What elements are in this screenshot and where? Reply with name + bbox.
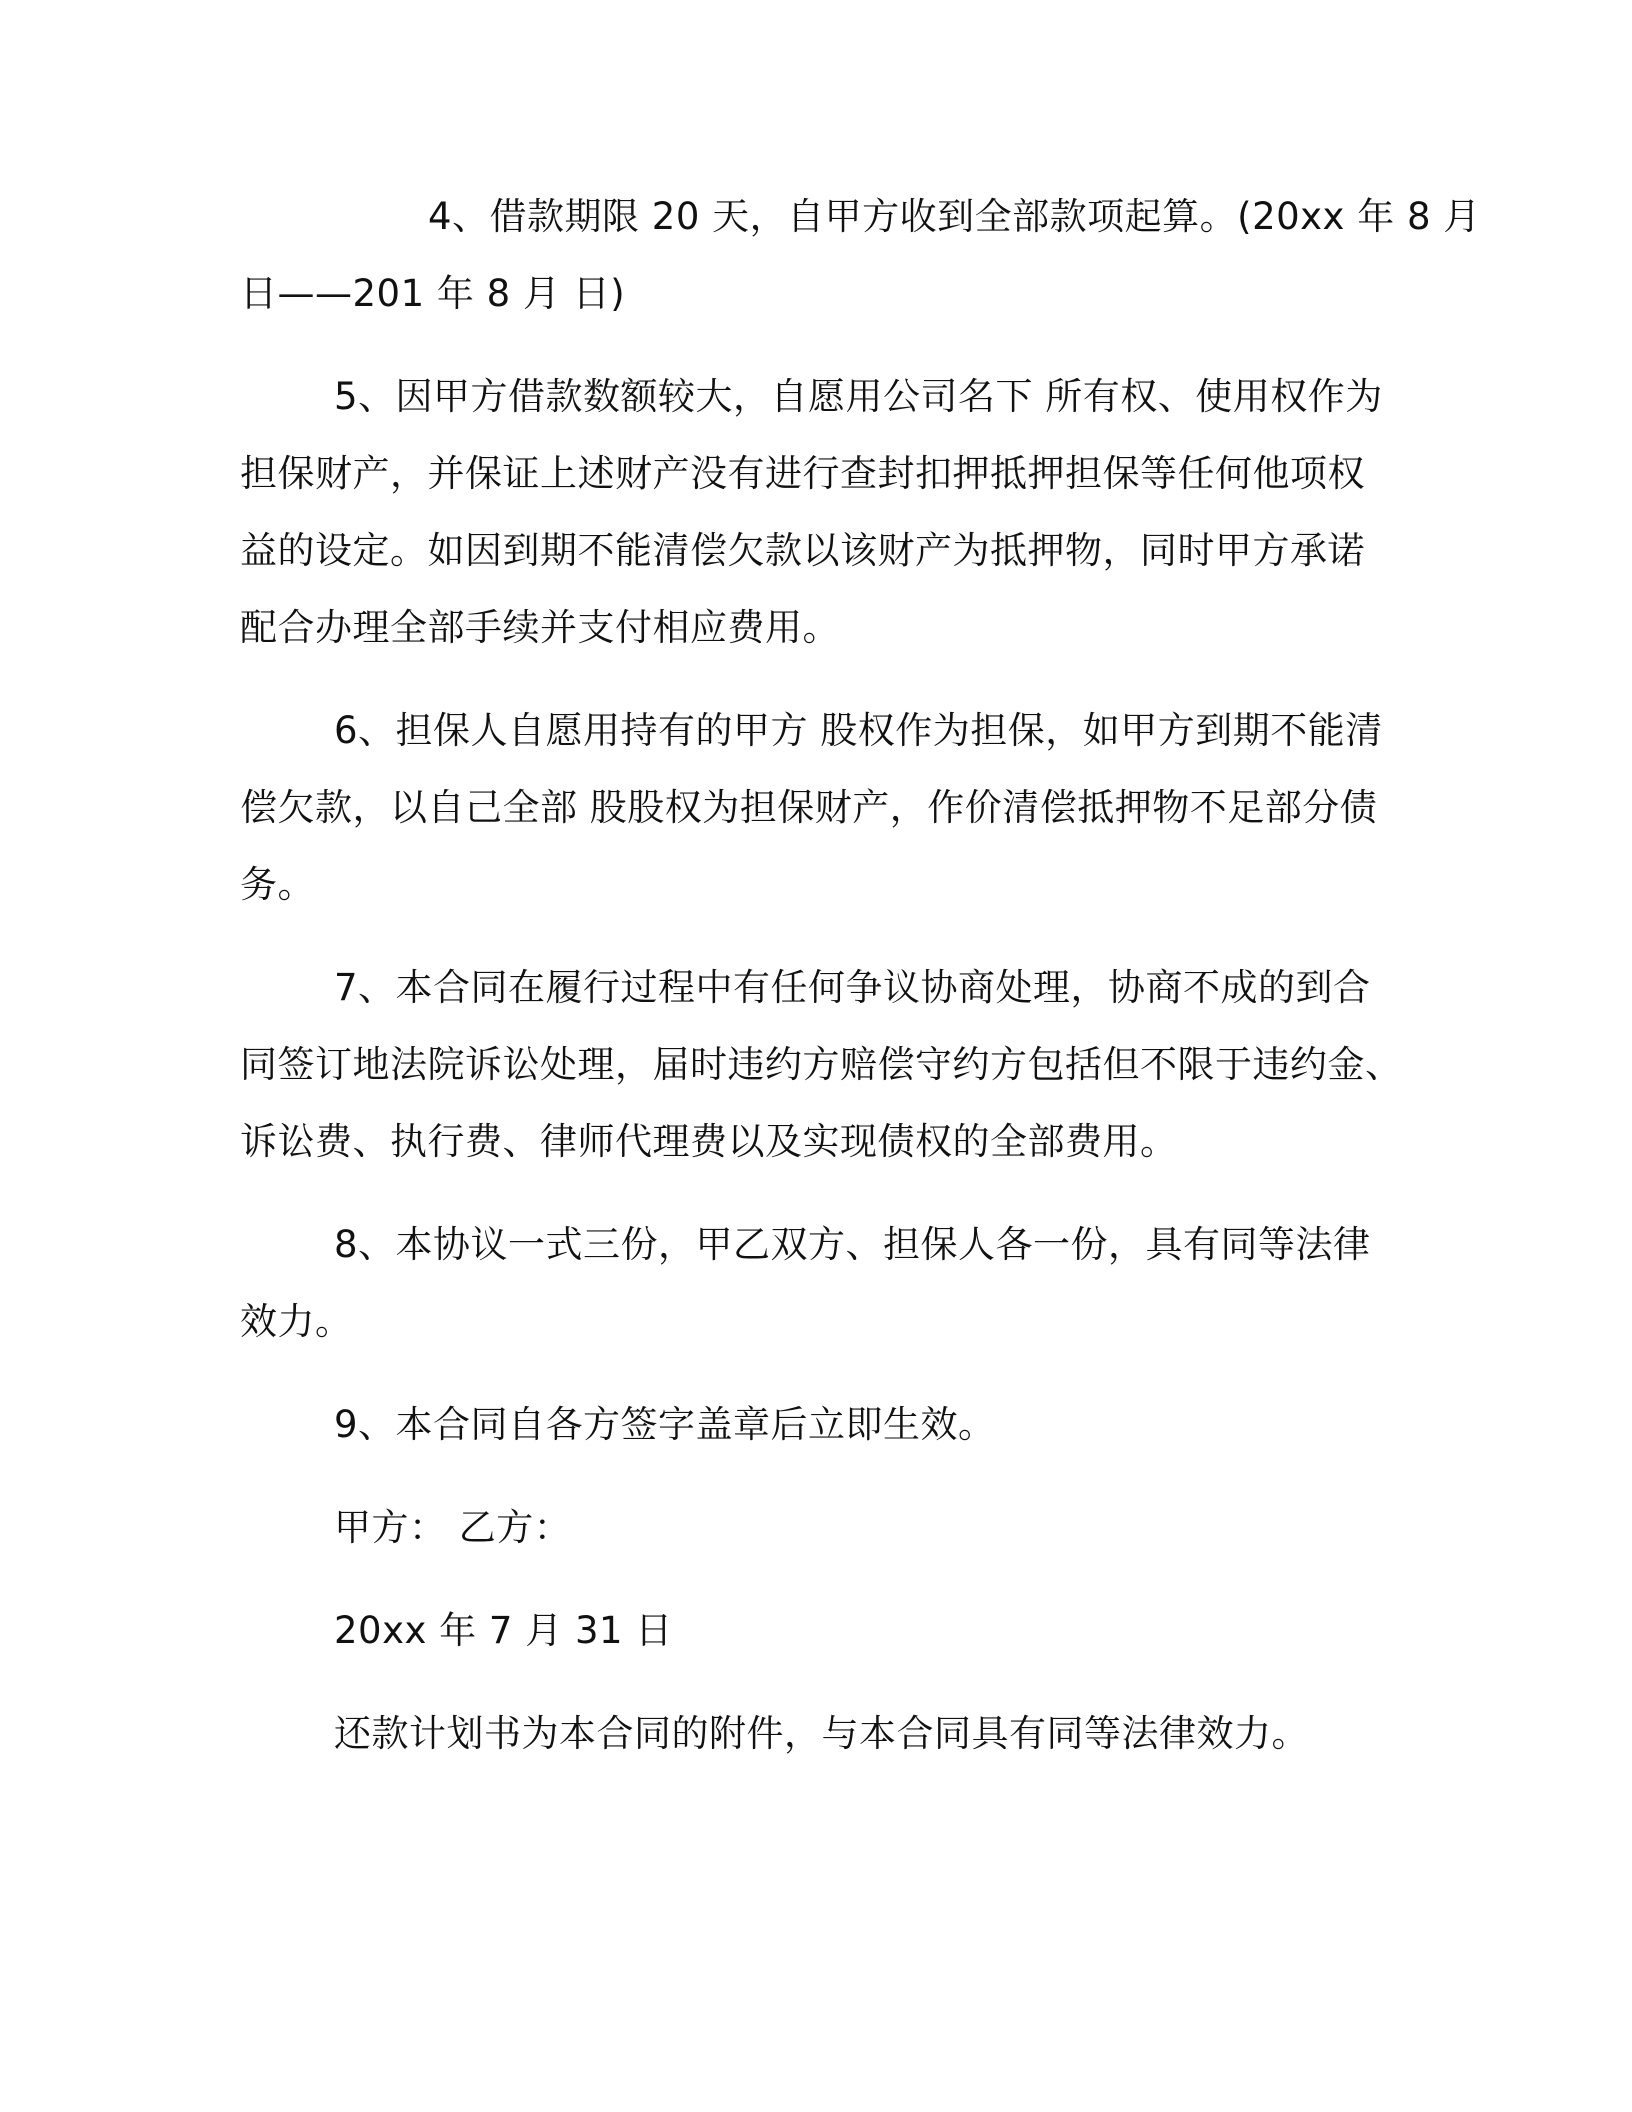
clause-5: [240, 358, 1383, 666]
clause-7: [240, 949, 1403, 1180]
clause-6: [240, 692, 1383, 923]
clause-6-line-3: 务。: [240, 863, 315, 906]
signature-line: 甲方： 乙方：: [334, 1506, 572, 1549]
clause-4: [240, 178, 1481, 332]
clause-6-line-2: 偿欠款，以自己全部 股股权为担保财产，作价清偿抵押物不足部分债: [240, 786, 1378, 829]
clause-4-line-1: 4、借款期限 20 天，自甲方收到全部款项起算。(20xx 年 8 月: [428, 195, 1481, 238]
clause-5-line-4: 配合办理全部手续并支付相应费用。: [240, 606, 840, 649]
clause-8-line-1: 8、本协议一式三份，甲乙双方、担保人各一份，具有同等法律: [334, 1223, 1371, 1266]
clause-7-line-1: 7、本合同在履行过程中有任何争议协商处理，协商不成的到合: [334, 966, 1371, 1009]
clause-5-line-2: 担保财产，并保证上述财产没有进行查封扣押抵押担保等任何他项权: [240, 452, 1365, 495]
clause-7-line-2: 同签订地法院诉讼处理，届时违约方赔偿守约方包括但不限于违约金、: [240, 1043, 1403, 1086]
clause-5-line-1: 5、因甲方借款数额较大，自愿用公司名下 所有权、使用权作为: [334, 375, 1383, 418]
clause-8-line-2: 效力。: [240, 1300, 353, 1343]
attachment-note: 还款计划书为本合同的附件，与本合同具有同等法律效力。: [334, 1712, 1309, 1755]
clause-6-line-1: 6、担保人自愿用持有的甲方 股权作为担保，如甲方到期不能清: [334, 709, 1383, 752]
clause-4-line-2: 日——201 年 8 月 日): [240, 272, 626, 315]
contract-date: 20xx 年 7 月 31 日: [334, 1609, 673, 1652]
clause-8: [240, 1206, 1380, 1360]
contract-body: [240, 178, 1481, 1798]
clause-5-line-3: 益的设定。如因到期不能清偿欠款以该财产为抵押物，同时甲方承诺: [240, 529, 1365, 572]
clause-9: 9、本合同自各方签字盖章后立即生效。: [334, 1403, 996, 1446]
clause-7-line-3: 诉讼费、执行费、律师代理费以及实现债权的全部费用。: [240, 1120, 1178, 1163]
